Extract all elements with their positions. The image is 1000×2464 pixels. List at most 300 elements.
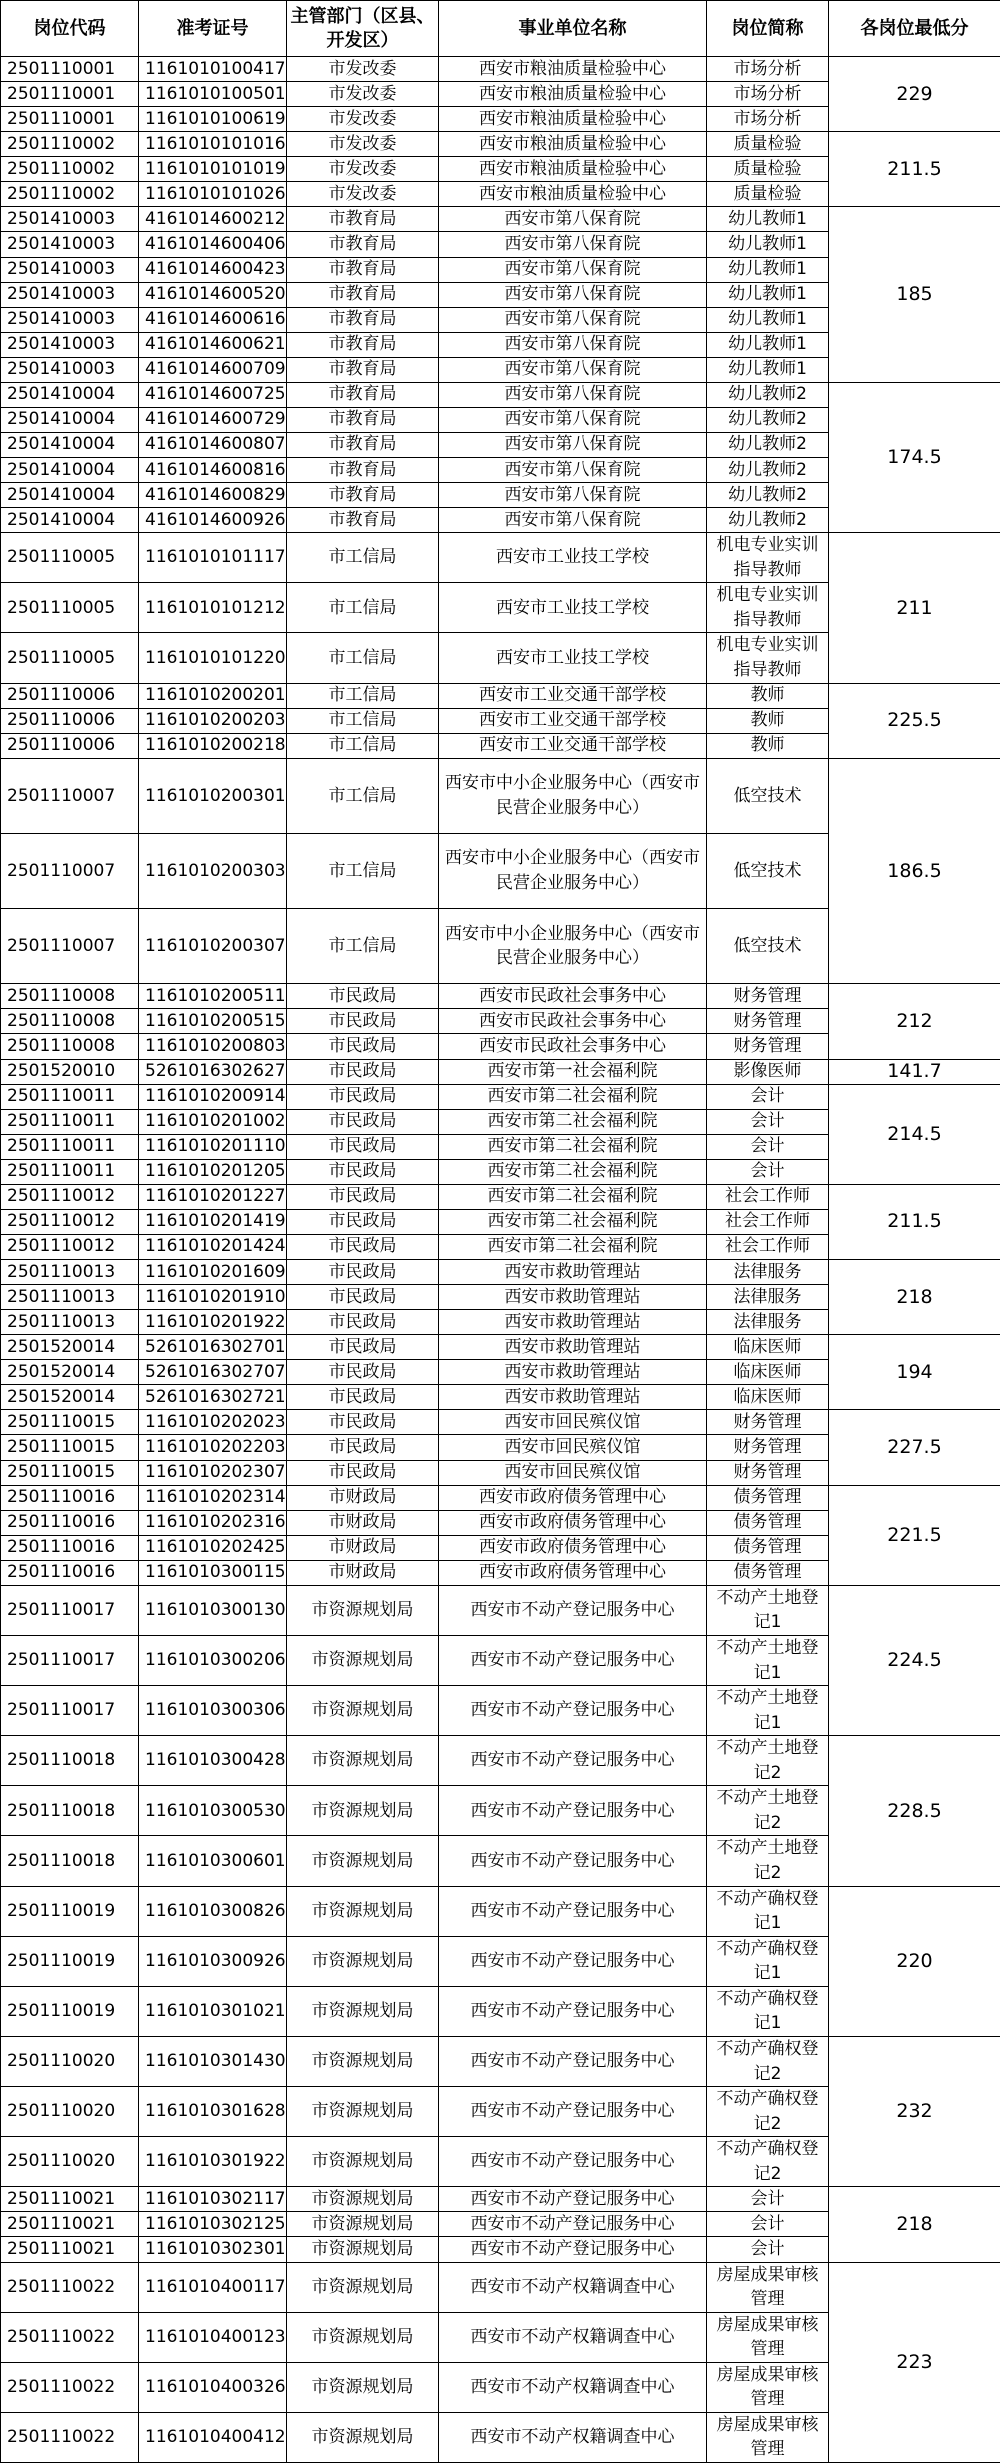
post-code-cell: 2501110007 [1,758,139,833]
post-name-cell: 幼儿教师1 [707,232,829,257]
post-name-cell: 幼儿教师1 [707,332,829,357]
department-cell: 市教育局 [287,483,439,508]
header-min-score: 各岗位最低分 [829,1,1000,57]
header-post-short-name: 岗位简称 [707,1,829,57]
post-code-cell: 2501110002 [1,132,139,157]
unit-name-cell: 西安市工业交通干部学校 [439,733,707,758]
post-code-cell: 2501110013 [1,1310,139,1335]
min-score-cell: 229 [829,57,1000,132]
department-cell: 市资源规划局 [287,1936,439,1986]
department-cell: 市发改委 [287,107,439,132]
post-name-cell: 不动产确权登记2 [707,2036,829,2086]
unit-name-cell: 西安市不动产登记服务中心 [439,1635,707,1685]
post-code-cell: 2501110020 [1,2137,139,2187]
exam-number-cell: 4161014600406 [139,232,287,257]
exam-number-cell: 4161014600423 [139,257,287,282]
department-cell: 市资源规划局 [287,2237,439,2262]
department-cell: 市资源规划局 [287,1635,439,1685]
unit-name-cell: 西安市救助管理站 [439,1260,707,1285]
min-score-cell: 186.5 [829,758,1000,984]
exam-number-cell: 1161010301430 [139,2036,287,2086]
post-name-cell: 教师 [707,708,829,733]
post-code-cell: 2501110011 [1,1159,139,1184]
post-name-cell: 会计 [707,1084,829,1109]
post-code-cell: 2501110013 [1,1285,139,1310]
department-cell: 市资源规划局 [287,2262,439,2312]
unit-name-cell: 西安市不动产登记服务中心 [439,1786,707,1836]
min-score-cell: 223 [829,2262,1000,2463]
exam-number-cell: 1161010400117 [139,2262,287,2312]
table-row [1,1335,1000,1360]
table-row [1,683,1000,708]
post-name-cell: 市场分析 [707,107,829,132]
department-cell: 市资源规划局 [287,2312,439,2362]
post-name-cell: 机电专业实训指导教师 [707,533,829,583]
post-name-cell: 法律服务 [707,1310,829,1335]
exam-number-cell: 1161010200307 [139,909,287,984]
department-cell: 市资源规划局 [287,1585,439,1635]
unit-name-cell: 西安市政府债务管理中心 [439,1560,707,1585]
post-code-cell: 2501110012 [1,1234,139,1259]
post-name-cell: 财务管理 [707,1009,829,1034]
post-name-cell: 会计 [707,1159,829,1184]
post-code-cell: 2501110008 [1,1009,139,1034]
unit-name-cell: 西安市回民殡仪馆 [439,1410,707,1435]
unit-name-cell: 西安市不动产登记服务中心 [439,1836,707,1886]
post-name-cell: 不动产土地登记2 [707,1836,829,1886]
min-score-cell: 211 [829,533,1000,683]
exam-number-cell: 1161010202314 [139,1485,287,1510]
unit-name-cell: 西安市第八保育院 [439,357,707,382]
exam-number-cell: 1161010200303 [139,833,287,908]
post-name-cell: 低空技术 [707,833,829,908]
exam-number-cell: 1161010200203 [139,708,287,733]
department-cell: 市资源规划局 [287,1986,439,2036]
department-cell: 市工信局 [287,758,439,833]
post-code-cell: 2501110016 [1,1510,139,1535]
unit-name-cell: 西安市第二社会福利院 [439,1209,707,1234]
exam-number-cell: 4161014600709 [139,357,287,382]
min-score-cell: 225.5 [829,683,1000,758]
department-cell: 市教育局 [287,407,439,432]
exam-number-cell: 1161010202203 [139,1435,287,1460]
post-name-cell: 会计 [707,2212,829,2237]
post-code-cell: 2501110001 [1,82,139,107]
header-post-code: 岗位代码 [1,1,139,57]
unit-name-cell: 西安市第八保育院 [439,332,707,357]
post-code-cell: 2501110006 [1,708,139,733]
min-score-cell: 174.5 [829,382,1000,532]
unit-name-cell: 西安市第八保育院 [439,282,707,307]
post-code-cell: 2501520014 [1,1360,139,1385]
department-cell: 市工信局 [287,708,439,733]
post-code-cell: 2501410003 [1,257,139,282]
post-code-cell: 2501110002 [1,157,139,182]
exam-number-cell: 1161010300306 [139,1686,287,1736]
department-cell: 市民政局 [287,1460,439,1485]
unit-name-cell: 西安市第八保育院 [439,307,707,332]
exam-number-cell: 1161010100417 [139,57,287,82]
table-row [1,533,1000,583]
unit-name-cell: 西安市不动产权籍调查中心 [439,2362,707,2412]
department-cell: 市民政局 [287,1435,439,1460]
min-score-cell: 194 [829,1335,1000,1410]
department-cell: 市资源规划局 [287,1786,439,1836]
post-name-cell: 不动产确权登记2 [707,2087,829,2137]
exam-number-cell: 1161010300115 [139,1560,287,1585]
table-row [1,207,1000,232]
post-code-cell: 2501110001 [1,57,139,82]
department-cell: 市工信局 [287,533,439,583]
exam-number-cell: 1161010201609 [139,1260,287,1285]
department-cell: 市发改委 [287,132,439,157]
table-row [1,758,1000,833]
department-cell: 市民政局 [287,1285,439,1310]
department-cell: 市教育局 [287,282,439,307]
department-cell: 市民政局 [287,1335,439,1360]
post-name-cell: 低空技术 [707,909,829,984]
post-code-cell: 2501110021 [1,2237,139,2262]
post-name-cell: 影像医师 [707,1059,829,1084]
post-code-cell: 2501110005 [1,583,139,633]
department-cell: 市民政局 [287,1385,439,1410]
post-code-cell: 2501110012 [1,1184,139,1209]
post-code-cell: 2501110020 [1,2087,139,2137]
exam-number-cell: 1161010200301 [139,758,287,833]
department-cell: 市发改委 [287,82,439,107]
min-score-cell: 228.5 [829,1736,1000,1886]
table-row [1,1084,1000,1109]
unit-name-cell: 西安市不动产登记服务中心 [439,1886,707,1936]
unit-name-cell: 西安市不动产登记服务中心 [439,1986,707,2036]
department-cell: 市民政局 [287,1360,439,1385]
department-cell: 市教育局 [287,257,439,282]
post-code-cell: 2501110020 [1,2036,139,2086]
table-row [1,984,1000,1009]
post-code-cell: 2501410003 [1,332,139,357]
unit-name-cell: 西安市救助管理站 [439,1360,707,1385]
post-name-cell: 市场分析 [707,82,829,107]
department-cell: 市民政局 [287,1310,439,1335]
unit-name-cell: 西安市中小企业服务中心（西安市民营企业服务中心） [439,758,707,833]
unit-name-cell: 西安市救助管理站 [439,1385,707,1410]
department-cell: 市民政局 [287,1209,439,1234]
post-code-cell: 2501110013 [1,1260,139,1285]
department-cell: 市教育局 [287,357,439,382]
department-cell: 市资源规划局 [287,2087,439,2137]
post-name-cell: 房屋成果审核管理 [707,2312,829,2362]
exam-number-cell: 1161010200511 [139,984,287,1009]
exam-number-cell: 1161010200201 [139,683,287,708]
department-cell: 市民政局 [287,1184,439,1209]
table-row [1,1886,1000,1936]
exam-number-cell: 1161010300530 [139,1786,287,1836]
department-cell: 市资源规划局 [287,1886,439,1936]
exam-number-cell: 5261016302707 [139,1360,287,1385]
exam-number-cell: 1161010300428 [139,1736,287,1786]
post-code-cell: 2501110019 [1,1936,139,1986]
unit-name-cell: 西安市政府债务管理中心 [439,1510,707,1535]
header-row [1,1,1000,57]
unit-name-cell: 西安市不动产登记服务中心 [439,2212,707,2237]
post-name-cell: 法律服务 [707,1260,829,1285]
department-cell: 市民政局 [287,1109,439,1134]
post-name-cell: 质量检验 [707,157,829,182]
post-code-cell: 2501110017 [1,1686,139,1736]
post-code-cell: 2501110018 [1,1786,139,1836]
post-code-cell: 2501110017 [1,1585,139,1635]
post-name-cell: 不动产确权登记1 [707,1936,829,1986]
post-code-cell: 2501410003 [1,307,139,332]
department-cell: 市民政局 [287,1260,439,1285]
post-name-cell: 财务管理 [707,1435,829,1460]
post-name-cell: 幼儿教师1 [707,357,829,382]
department-cell: 市民政局 [287,1410,439,1435]
unit-name-cell: 西安市不动产登记服务中心 [439,2036,707,2086]
exam-number-cell: 1161010201922 [139,1310,287,1335]
unit-name-cell: 西安市第八保育院 [439,483,707,508]
unit-name-cell: 西安市工业交通干部学校 [439,683,707,708]
post-name-cell: 会计 [707,2237,829,2262]
exam-number-cell: 1161010302301 [139,2237,287,2262]
table-row [1,2262,1000,2312]
exam-number-cell: 4161014600926 [139,508,287,533]
header-unit-name: 事业单位名称 [439,1,707,57]
post-code-cell: 2501110005 [1,633,139,683]
unit-name-cell: 西安市第二社会福利院 [439,1084,707,1109]
table-row [1,1059,1000,1084]
post-name-cell: 债务管理 [707,1485,829,1510]
min-score-cell: 141.7 [829,1059,1000,1084]
department-cell: 市财政局 [287,1560,439,1585]
post-code-cell: 2501110001 [1,107,139,132]
min-score-cell: 211.5 [829,132,1000,207]
exam-number-cell: 1161010101220 [139,633,287,683]
post-name-cell: 不动产土地登记1 [707,1686,829,1736]
exam-number-cell: 4161014600621 [139,332,287,357]
exam-number-cell: 1161010202307 [139,1460,287,1485]
post-code-cell: 2501110006 [1,683,139,708]
post-code-cell: 2501410004 [1,458,139,483]
post-name-cell: 财务管理 [707,1460,829,1485]
post-name-cell: 财务管理 [707,1410,829,1435]
exam-number-cell: 1161010200515 [139,1009,287,1034]
exam-number-cell: 1161010302125 [139,2212,287,2237]
post-code-cell: 2501110022 [1,2362,139,2412]
department-cell: 市发改委 [287,182,439,207]
post-name-cell: 幼儿教师2 [707,432,829,457]
post-code-cell: 2501520014 [1,1335,139,1360]
exam-number-cell: 1161010201419 [139,1209,287,1234]
exam-number-cell: 5261016302627 [139,1059,287,1084]
exam-number-cell: 1161010200914 [139,1084,287,1109]
post-name-cell: 财务管理 [707,1034,829,1059]
unit-name-cell: 西安市中小企业服务中心（西安市民营企业服务中心） [439,833,707,908]
exam-number-cell: 1161010300826 [139,1886,287,1936]
exam-number-cell: 1161010300130 [139,1585,287,1635]
post-name-cell: 债务管理 [707,1535,829,1560]
post-name-cell: 低空技术 [707,758,829,833]
header-department: 主管部门（区县、开发区） [287,1,439,57]
post-code-cell: 2501110021 [1,2212,139,2237]
post-name-cell: 法律服务 [707,1285,829,1310]
unit-name-cell: 西安市第八保育院 [439,382,707,407]
unit-name-cell: 西安市粮油质量检验中心 [439,107,707,132]
exam-number-cell: 1161010400412 [139,2412,287,2462]
department-cell: 市资源规划局 [287,1686,439,1736]
exam-number-cell: 5261016302721 [139,1385,287,1410]
post-code-cell: 2501110015 [1,1435,139,1460]
exam-number-cell: 1161010300926 [139,1936,287,1986]
unit-name-cell: 西安市第二社会福利院 [439,1234,707,1259]
exam-number-cell: 1161010202023 [139,1410,287,1435]
exam-number-cell: 5261016302701 [139,1335,287,1360]
post-name-cell: 幼儿教师2 [707,382,829,407]
post-code-cell: 2501110008 [1,1034,139,1059]
department-cell: 市财政局 [287,1510,439,1535]
department-cell: 市发改委 [287,157,439,182]
unit-name-cell: 西安市第八保育院 [439,508,707,533]
department-cell: 市教育局 [287,432,439,457]
exam-number-cell: 1161010202316 [139,1510,287,1535]
unit-name-cell: 西安市第一社会福利院 [439,1059,707,1084]
post-name-cell: 市场分析 [707,57,829,82]
unit-name-cell: 西安市不动产权籍调查中心 [439,2262,707,2312]
department-cell: 市资源规划局 [287,2137,439,2187]
unit-name-cell: 西安市粮油质量检验中心 [439,182,707,207]
exam-number-cell: 1161010101026 [139,182,287,207]
exam-number-cell: 4161014600212 [139,207,287,232]
department-cell: 市教育局 [287,307,439,332]
post-name-cell: 机电专业实训指导教师 [707,633,829,683]
post-code-cell: 2501410003 [1,357,139,382]
post-name-cell: 不动产土地登记2 [707,1786,829,1836]
department-cell: 市民政局 [287,984,439,1009]
exam-number-cell: 4161014600616 [139,307,287,332]
post-name-cell: 幼儿教师2 [707,458,829,483]
post-code-cell: 2501410004 [1,483,139,508]
post-name-cell: 临床医师 [707,1360,829,1385]
unit-name-cell: 西安市粮油质量检验中心 [439,132,707,157]
post-code-cell: 2501410003 [1,282,139,307]
table-row [1,132,1000,157]
exam-number-cell: 4161014600807 [139,432,287,457]
post-name-cell: 幼儿教师1 [707,207,829,232]
unit-name-cell: 西安市第八保育院 [439,458,707,483]
post-name-cell: 会计 [707,1109,829,1134]
unit-name-cell: 西安市第二社会福利院 [439,1109,707,1134]
post-name-cell: 质量检验 [707,182,829,207]
table-row [1,2036,1000,2086]
unit-name-cell: 西安市第八保育院 [439,432,707,457]
department-cell: 市资源规划局 [287,2212,439,2237]
unit-name-cell: 西安市不动产登记服务中心 [439,1736,707,1786]
unit-name-cell: 西安市不动产登记服务中心 [439,2187,707,2212]
department-cell: 市财政局 [287,1535,439,1560]
exam-number-cell: 1161010101117 [139,533,287,583]
min-score-cell: 220 [829,1886,1000,2036]
unit-name-cell: 西安市粮油质量检验中心 [439,82,707,107]
exam-number-cell: 1161010201910 [139,1285,287,1310]
post-name-cell: 机电专业实训指导教师 [707,583,829,633]
post-name-cell: 临床医师 [707,1335,829,1360]
post-name-cell: 财务管理 [707,984,829,1009]
min-score-cell: 211.5 [829,1184,1000,1259]
post-name-cell: 不动产确权登记1 [707,1986,829,2036]
unit-name-cell: 西安市救助管理站 [439,1310,707,1335]
unit-name-cell: 西安市救助管理站 [439,1285,707,1310]
department-cell: 市教育局 [287,508,439,533]
min-score-cell: 227.5 [829,1410,1000,1485]
exam-number-cell: 4161014600520 [139,282,287,307]
post-name-cell: 临床医师 [707,1385,829,1410]
post-name-cell: 社会工作师 [707,1184,829,1209]
table-row [1,1260,1000,1285]
department-cell: 市民政局 [287,1034,439,1059]
department-cell: 市工信局 [287,633,439,683]
post-code-cell: 2501410003 [1,232,139,257]
unit-name-cell: 西安市不动产权籍调查中心 [439,2312,707,2362]
min-score-cell: 214.5 [829,1084,1000,1184]
post-code-cell: 2501110015 [1,1410,139,1435]
unit-name-cell: 西安市民政社会事务中心 [439,1034,707,1059]
unit-name-cell: 西安市工业技工学校 [439,533,707,583]
exam-number-cell: 4161014600829 [139,483,287,508]
post-code-cell: 2501110007 [1,833,139,908]
department-cell: 市民政局 [287,1159,439,1184]
post-name-cell: 会计 [707,2187,829,2212]
exam-number-cell: 1161010201205 [139,1159,287,1184]
department-cell: 市教育局 [287,458,439,483]
exam-number-cell: 1161010100619 [139,107,287,132]
post-code-cell: 2501110017 [1,1635,139,1685]
post-code-cell: 2501110016 [1,1560,139,1585]
exam-number-cell: 1161010301922 [139,2137,287,2187]
post-code-cell: 2501110015 [1,1460,139,1485]
exam-number-cell: 1161010202425 [139,1535,287,1560]
post-code-cell: 2501110011 [1,1109,139,1134]
post-code-cell: 2501110006 [1,733,139,758]
unit-name-cell: 西安市第八保育院 [439,207,707,232]
min-score-cell: 232 [829,2036,1000,2186]
exam-number-cell: 1161010101019 [139,157,287,182]
post-code-cell: 2501110022 [1,2312,139,2362]
unit-name-cell: 西安市不动产登记服务中心 [439,1936,707,1986]
post-code-cell: 2501410004 [1,432,139,457]
post-name-cell: 不动产确权登记1 [707,1886,829,1936]
min-score-cell: 221.5 [829,1485,1000,1585]
exam-number-cell: 1161010301628 [139,2087,287,2137]
post-code-cell: 2501520014 [1,1385,139,1410]
table-row [1,1410,1000,1435]
exam-number-cell: 1161010101212 [139,583,287,633]
unit-name-cell: 西安市不动产登记服务中心 [439,2087,707,2137]
post-code-cell: 2501410004 [1,382,139,407]
post-code-cell: 2501110012 [1,1209,139,1234]
unit-name-cell: 西安市第八保育院 [439,232,707,257]
table-row [1,2187,1000,2212]
unit-name-cell: 西安市民政社会事务中心 [439,1009,707,1034]
min-score-cell: 224.5 [829,1585,1000,1735]
exam-number-cell: 4161014600725 [139,382,287,407]
post-name-cell: 幼儿教师2 [707,483,829,508]
table-row [1,57,1000,82]
unit-name-cell: 西安市中小企业服务中心（西安市民营企业服务中心） [439,909,707,984]
post-name-cell: 教师 [707,733,829,758]
exam-number-cell: 4161014600729 [139,407,287,432]
department-cell: 市资源规划局 [287,2036,439,2086]
unit-name-cell: 西安市工业技工学校 [439,583,707,633]
